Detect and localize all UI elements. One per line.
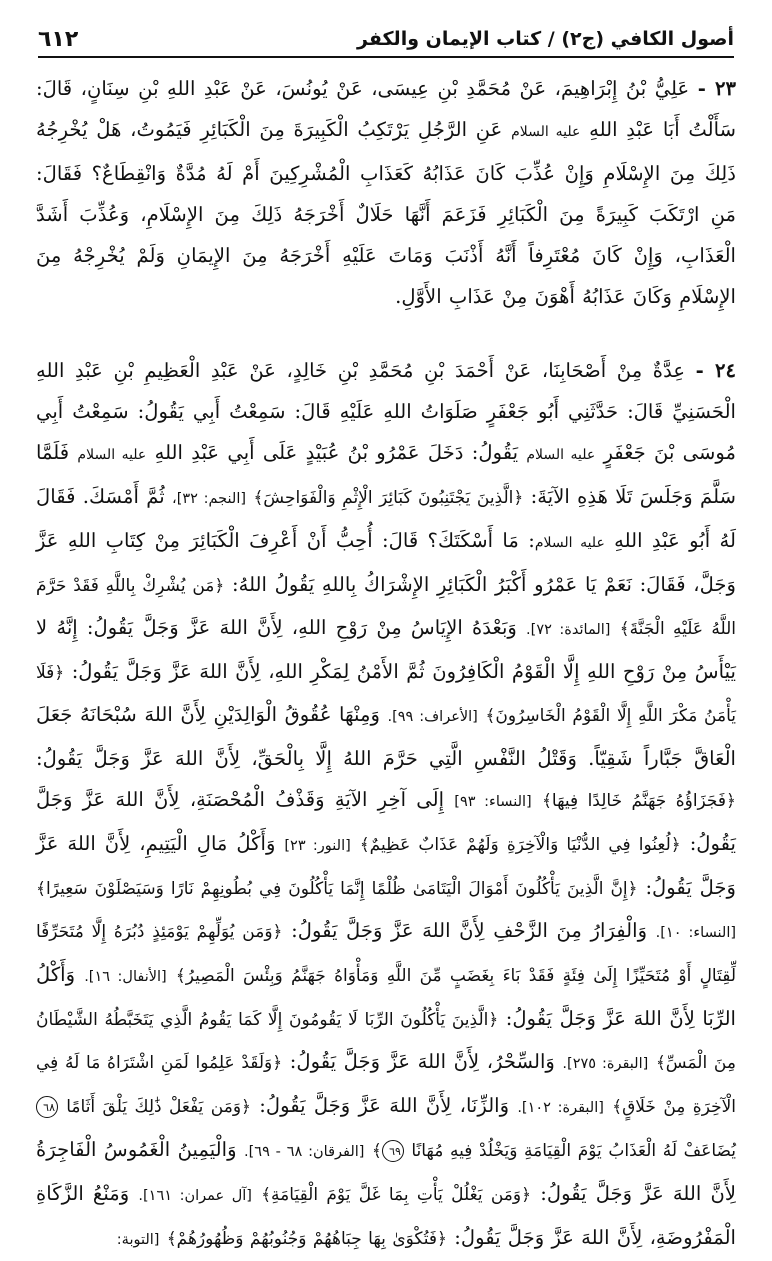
- hadith-text: وَمَنْعُ الزَّكَاةِ الْمَفْرُوضَةِ، لِأَنَّ اللهَ عَزَّ وَجَلَّ يَقُولُ:: [36, 1182, 736, 1249]
- hadith-23: [36, 68, 736, 317]
- verse-citation: [النور: ٢٣]: [284, 838, 351, 854]
- hadith-24: [36, 350, 736, 1261]
- hadith-text: ثُمَّ أَمْسَكَ. فَقَالَ لَهُ أَبُو عَبْدِ اللهِ: [36, 485, 737, 552]
- running-title: أصول الكافي (ج٢) / كتاب الإيمان والكفر: [357, 28, 734, 50]
- quran-verse: ﴿فَجَزَاؤُهُ جَهَنَّمُ خَالِدًا فِيهَا﴾: [541, 791, 736, 811]
- quran-verse: ﴿الَّذِينَ يَجْتَنِبُونَ كَبَائِرَ الْإِثْمِ وَالْفَوَاحِشَ﴾: [253, 488, 524, 508]
- hadith-text: يَقُولُ: دَخَلَ عَمْرُو بْنُ عُبَيْدٍ عَلَى أَبِي عَبْدِ اللهِ: [154, 441, 519, 464]
- hadith-text: وَالْفِرَارُ مِنَ الزَّحْفِ لِأَنَّ اللهَ عَزَّ وَجَلَّ يَقُولُ:: [291, 919, 648, 942]
- verse-citation: [النجم: ٣٢]،: [172, 491, 247, 507]
- hadith-text: وَالْيَمِينُ الْغَمُوسُ الْفَاجِرَةُ لِأَنَّ اللهَ عَزَّ وَجَلَّ يَقُولُ:: [36, 1138, 737, 1205]
- quran-verse: ﴿فَلَا يَأْمَنُ مَكْرَ اللَّهِ إِلَّا الْقَوْمُ الْخَاسِرُونَ﴾: [36, 663, 736, 726]
- hadith-text: إِلَى آخِرِ الآيَةِ وَقَذْفُ الْمُحْصَنَةِ، لِأَنَّ اللهَ عَزَّ وَجَلَّ يَقُولُ:: [36, 788, 737, 855]
- verse-citation: [المائدة: ٧٢].: [526, 622, 611, 638]
- pbuh-honorific: عليه السلام: [534, 535, 605, 551]
- quran-verse: ﴿وَمَن يَفْعَلْ ذَٰلِكَ يَلْقَ أَثَامًا: [66, 1097, 252, 1117]
- ayah-number-marker: ٦٩: [382, 1140, 404, 1162]
- verse-citation: [الأعراف: ٩٩].: [387, 709, 478, 725]
- verse-citation: [النساء: ١٠].: [655, 925, 737, 941]
- hadith-number: ٢٤ -: [695, 359, 736, 382]
- pbuh-honorific: عليه السلام: [526, 447, 596, 463]
- hadith-text: وَأَكْلُ مَالِ الْيَتِيمِ، لِأَنَّ اللهَ عَزَّ وَجَلَّ يَقُولُ:: [36, 832, 737, 899]
- quran-verse-close: ﴾: [371, 1141, 382, 1161]
- quran-verse: ﴿الَّذِينَ يَأْكُلُونَ الرِّبَا لَا يَقُومُونَ إِلَّا كَمَا يَقُومُ الَّذِي يَتَخَبَّطُهُ الشَّيْطَانُ مِنَ الْمَسِّ﴾: [36, 1010, 736, 1073]
- hadith-text: وَالزِّنَا، لِأَنَّ اللهَ عَزَّ وَجَلَّ يَقُولُ:: [259, 1094, 510, 1117]
- quran-verse: ﴿وَمَن يُوَلِّهِمْ يَوْمَئِذٍ دُبُرَهُ إِلَّا مُتَحَرِّفًا لِّقِتَالٍ أَوْ مُتَحَيِّزًا إِلَىٰ فِئَةٍ فَقَدْ بَاءَ بِغَضَبٍ مِّنَ اللَّهِ وَمَأْوَاهُ جَهَنَّمُ وَبِئْسَ الْمَصِيرُ﴾: [36, 922, 737, 986]
- verse-citation: [البقرة: ٢٧٥].: [562, 1056, 649, 1072]
- verse-citation: [آل عمران: ١٦١].: [138, 1188, 252, 1204]
- quran-verse: ﴿مَن يُشْرِكْ بِاللَّهِ فَقَدْ حَرَّمَ اللَّهُ عَلَيْهِ الْجَنَّةَ﴾: [36, 576, 736, 639]
- pbuh-honorific: عليه السلام: [77, 447, 147, 463]
- verse-citation: [الأنفال: ١٦].: [84, 969, 167, 985]
- quran-verse: ﴿فَتُكْوَىٰ بِهَا جِبَاهُهُمْ وَجُنُوبُهُمْ وَظُهُورُهُمْ﴾: [166, 1229, 448, 1249]
- hadith-text: : مَا أَسْكَتَكَ؟ قَالَ: أُحِبُّ أَنْ أَعْرِفَ الْكَبَائِرَ مِنْ كِتَابِ اللهِ عَزَّ وَجَلَّ، فَقَالَ: نَعَمْ يَا عَمْرُو أَكْبَرُ الْكَبَائِرِ الإِشْرَاكُ بِاللهِ يَقُولُ اللهُ:: [36, 529, 736, 596]
- verse-citation: [النساء: ٩٣]: [454, 794, 532, 810]
- hadith-isnad: عَلِيُّ بْنُ إِبْرَاهِيمَ، عَنْ مُحَمَّدِ بْنِ عِيسَى، عَنْ يُونُسَ، عَنْ عَبْدِ اللهِ بْنِ سِنَانٍ، قَالَ: سَأَلْتُ أَبَا عَبْدِ اللهِ: [36, 77, 737, 141]
- quran-verse: يُضَاعَفْ لَهُ الْعَذَابُ يَوْمَ الْقِيَامَةِ وَيَخْلُدْ فِيهِ مُهَانًا: [411, 1141, 737, 1161]
- hadith-text: عِدَّةٌ مِنْ أَصْحَابِنَا، عَنْ أَحْمَدَ بْنِ مُحَمَّدِ بْنِ خَالِدٍ، عَنْ عَبْدِ الْعَظِيمِ بْنِ عَبْدِ اللهِ الْحَسَنِيِّ قَالَ: حَدَّثَنِي أَبُو جَعْفَرٍ صَلَوَاتُ اللهِ عَلَيْهِ قَالَ: سَمِعْتُ أَبِي يَقُولُ: سَمِعْتُ أَبِي مُوسَى بْنَ جَعْفَرٍ: [36, 359, 737, 464]
- page-header: [38, 22, 734, 58]
- verse-citation: [التوبة:: [116, 1232, 160, 1248]
- verse-citation: [البقرة: ١٠٢].: [517, 1100, 604, 1116]
- hadith-matn: عَنِ الرَّجُلِ يَرْتَكِبُ الْكَبِيرَةَ مِنَ الْكَبَائِرِ فَيَمُوتُ، هَلْ يُخْرِجُهُ ذَلِكَ مِنَ الإِسْلَامِ وَإِنْ عُذِّبَ كَانَ عَذَابُهُ كَعَذَابِ الْمُشْرِكِينَ أَمْ لَهُ مُدَّةٌ وَانْقِطَاعٌ؟ فَقَالَ: مَنِ ارْتَكَبَ كَبِيرَةً مِنَ الْكَبَائِرِ فَزَعَمَ أَنَّهَا حَلَالٌ أَخْرَجَهُ ذَلِكَ مِنَ الإِسْلَامِ، وَعُذِّبَ أَشَدَّ الْعَذَابِ، وَإِنْ كَانَ مُعْتَرِفاً أَنَّهُ أَذْنَبَ وَمَاتَ عَلَيْهِ أَخْرَجَهُ مِنَ الإِيمَانِ وَلَمْ يُخْرِجْهُ مِنَ الإِسْلَامِ وَكَانَ عَذَابُهُ أَهْوَنَ مِنْ عَذَابِ الأَوَّلِ.: [36, 118, 736, 308]
- quran-verse: ﴿إِنَّ الَّذِينَ يَأْكُلُونَ أَمْوَالَ الْيَتَامَىٰ ظُلْمًا إِنَّمَا يَأْكُلُونَ فِي بُطُونِهِمْ نَارًا وَسَيَصْلَوْنَ سَعِيرًا﴾: [36, 879, 638, 899]
- quran-verse: ﴿وَلَقَدْ عَلِمُوا لَمَنِ اشْتَرَاهُ مَا لَهُ فِي الْآخِرَةِ مِنْ خَلَاقٍ﴾: [36, 1053, 737, 1117]
- pbuh-honorific: عليه السلام: [511, 124, 581, 140]
- page-number: ٦١٢: [38, 26, 79, 52]
- hadith-text: وَأَكْلُ الرِّبَا لِأَنَّ اللهَ عَزَّ وَجَلَّ يَقُولُ:: [36, 963, 737, 1030]
- hadith-text: فَلَمَّا سَلَّمَ وَجَلَسَ تَلَا هَذِهِ الآيَةَ:: [36, 441, 736, 508]
- hadith-number: ٢٣ -: [697, 77, 736, 100]
- verse-citation: [الفرقان: ٦٨ - ٦٩].: [244, 1144, 365, 1160]
- hadith-text: وَبَعْدَهُ الإِيَاسُ مِنْ رَوْحِ اللهِ، لِأَنَّ اللهَ عَزَّ وَجَلَّ يَقُولُ: إِنَّهُ لا يَيْأَسُ مِنْ رَوْحِ اللهِ إِلَّا الْقَوْمُ الْكَافِرُونَ ثُمَّ الأَمْنُ لِمَكْرِ اللهِ، لِأَنَّ اللهَ عَزَّ وَجَلَّ يَقُولُ:: [36, 616, 737, 683]
- hadith-text: وَالسِّحْرُ، لِأَنَّ اللهَ عَزَّ وَجَلَّ يَقُولُ:: [289, 1050, 555, 1073]
- hadith-text: وَمِنْهَا عُقُوقُ الْوَالِدَيْنِ لِأَنَّ اللهَ سُبْحَانَهُ جَعَلَ الْعَاقَّ جَبَّاراً شَقِيّاً. وَقَتْلُ النَّفْسِ الَّتِي حَرَّمَ اللهُ إِلَّا بِالْحَقِّ، لِأَنَّ اللهَ عَزَّ وَجَلَّ يَقُولُ:: [36, 703, 736, 770]
- quran-verse: ﴿لُعِنُوا فِي الدُّنْيَا وَالْآخِرَةِ وَلَهُمْ عَذَابٌ عَظِيمٌ﴾: [359, 835, 681, 855]
- quran-verse: ﴿وَمَن يَغْلُلْ يَأْتِ بِمَا غَلَّ يَوْمَ الْقِيَامَةِ﴾: [261, 1185, 532, 1205]
- page-body: [36, 68, 737, 1249]
- ayah-number-marker: ٦٨: [36, 1096, 58, 1118]
